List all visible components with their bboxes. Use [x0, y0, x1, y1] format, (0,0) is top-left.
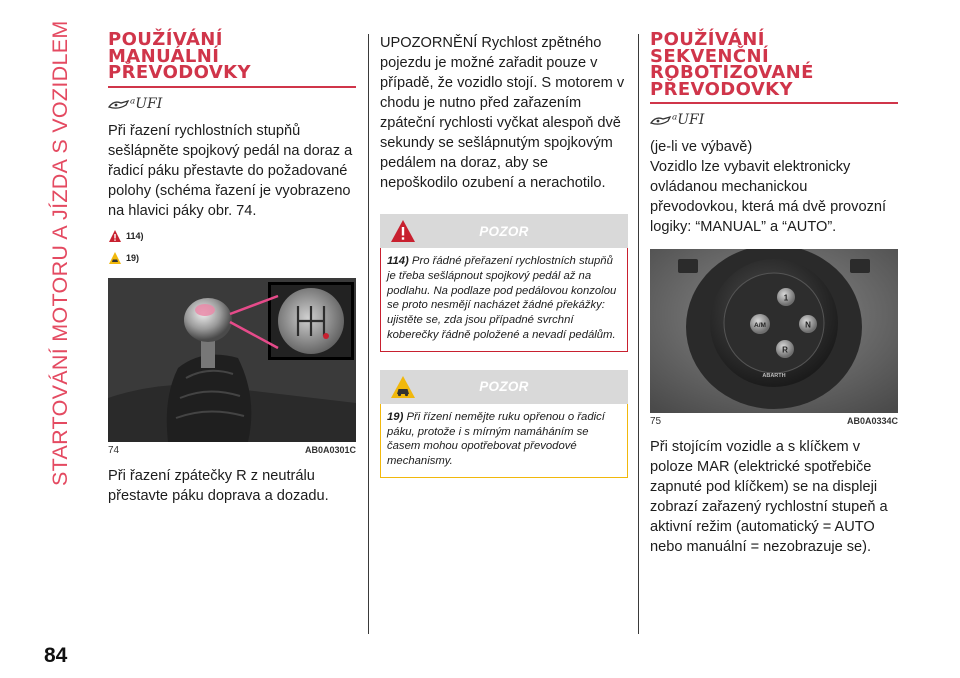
heading-line-1: POUŽÍVÁNÍ [108, 29, 223, 50]
figure-74-gear-lever-photo [108, 278, 356, 442]
warning-ref: 114) [387, 255, 409, 267]
svg-text:N: N [805, 320, 811, 330]
figure-75-gear-panel-photo [650, 249, 898, 413]
column-divider [368, 34, 369, 634]
caution-ref: 19) [387, 410, 404, 423]
caution-header [380, 370, 628, 404]
abarth-label: ᵃUFI [672, 112, 705, 128]
paragraph-display-info: Při stojícím vozidle a s klíčkem v poloze MAR (elektrické spotřebiče zapnuté pod klíčkem) se na displeji zobrazí zařazený rychlostní stupeň a aktivní režim (automatický = AUTO nebo manuální = nezobrazuje se). [650, 439, 888, 555]
abarth-tuning-icon [650, 113, 672, 127]
gear-lever-illustration [108, 278, 356, 442]
caution-text: Při řízení nemějte ruku opřenou o řadicí páku, protože i s mírným namáháním se časem mohou opotřebovat převodové mechanismy. [387, 410, 605, 468]
caution-block-19 [380, 370, 628, 478]
figure-code: AB0A0301C [304, 444, 356, 455]
heading-line-3: ROBOTIZOVANÉ [650, 62, 814, 83]
ref-caution-row [108, 249, 356, 267]
heading-line-2: MANUÁLNÍ [108, 45, 220, 67]
ref-caution-number: 19) [126, 252, 140, 263]
warning-block-114 [380, 214, 628, 352]
gear-button-r [776, 340, 794, 358]
ref-warning-number: 114) [126, 230, 144, 241]
sequential-gear-panel-illustration [650, 249, 898, 413]
heading-line-2: SEKVENČNÍ [650, 45, 770, 67]
abarth-marker [108, 95, 356, 113]
caution-body [380, 404, 628, 478]
gear-button-1 [777, 288, 795, 306]
svg-text:1: 1 [783, 293, 789, 303]
paragraph-shifting: Při řazení rychlostních stupňů sešlápněte spojkový pedál na doraz a řadicí páku přestavte do požadované polohy (schéma řazení je vyobrazeno na hlavici páky obr. 74. [108, 122, 353, 219]
heading-underline [650, 102, 898, 104]
heading-line-4: PŘEVODOVKY [650, 78, 793, 100]
warning-body [380, 248, 628, 352]
figure-74-caption [108, 445, 356, 456]
svg-text:R: R [782, 345, 788, 355]
column-robotized-gearbox [650, 30, 898, 557]
column-manual-gearbox [108, 30, 356, 506]
warning-title: POZOR [479, 223, 529, 239]
paragraph-reverse: Při řazení zpátečky R z neutrálu přestavte páku doprava a dozadu. [108, 467, 329, 504]
figure-number: 74 [108, 444, 120, 456]
column-notes-warnings [380, 30, 628, 478]
figure-number: 75 [650, 416, 662, 427]
abarth-tuning-icon [108, 97, 130, 111]
heading-line-3: PŘEVODOVKY [108, 62, 251, 83]
section-heading-manual [108, 30, 356, 82]
heading-line-1: POUŽÍVÁNÍ [650, 29, 765, 50]
section-heading-robotized [650, 30, 898, 98]
paragraph-notice-reverse: UPOZORNĚNÍ Rychlost zpětného pojezdu je možné zařadit pouze v případě, že vozidlo stojí. S motorem v chodu je nutno před zařazením zpáteční rychlosti vyčkat alespoň dvě sekundy se sešlápnutým spojkovým pedálem na doraz, aby se nepoškodilo ozubení a nerachotilo. [380, 35, 625, 191]
warning-header [380, 214, 628, 248]
warning-text: Pro řádné přeřazení rychlostních stupňů je třeba sešlápnout spojkový pedál až na podlahu. Na podlaze pod pedálovou konzolou se proto nesmějí nacházet žádné překážky: ujistěte se, zda jsou případné svrchní koberečky řádně položené a nevadí pedálům. [387, 255, 617, 341]
abarth-label: ᵃUFI [130, 95, 163, 112]
side-chapter-title: STARTOVÁNÍ MOTORU A JÍZDA S VOZIDLEM [48, 20, 72, 486]
abarth-marker [650, 111, 898, 129]
ref-warning-row [108, 227, 356, 245]
page-number: 84 [44, 644, 68, 667]
gear-button-n [799, 315, 817, 333]
column-divider [638, 34, 639, 634]
svg-text:A/M: A/M [754, 322, 766, 329]
gear-button-am [750, 314, 770, 334]
panel-brand-label: ABARTH [762, 373, 786, 379]
heading-underline [108, 86, 356, 88]
figure-code: AB0A0334C [846, 416, 898, 426]
figure-75-caption [650, 416, 898, 427]
caution-car-icon [108, 251, 122, 265]
warning-triangle-icon [108, 229, 122, 243]
paragraph-robotized-intro: (je-li ve výbavě) Vozidlo lze vybavit elektronicky ovládanou mechanickou převodovkou, která má dvě provozní logiky: “MANUAL” a “AUTO”. [650, 139, 887, 235]
caution-title: POZOR [479, 379, 529, 395]
